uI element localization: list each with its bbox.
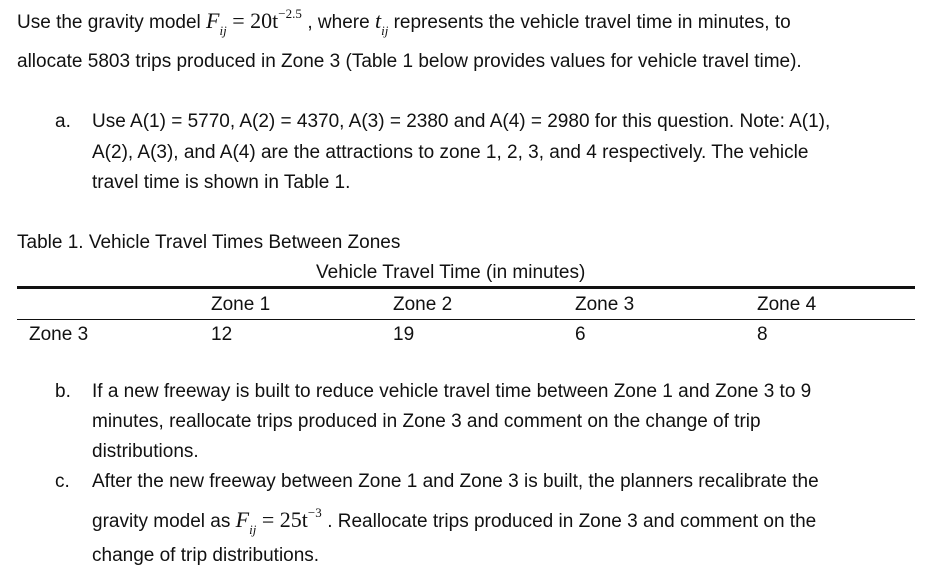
part-a-line-2: A(2), A(3), and A(4) are the attractions to zone 1, 2, 3, and 4 respectively. The vehicle bbox=[92, 142, 809, 163]
intro-pre: Use the gravity model bbox=[17, 12, 201, 33]
gravity-formula: $F_{ij} = 20t^{-2.5}$ bbox=[206, 6, 302, 38]
column-header-zone-2: Zone 2 bbox=[393, 294, 453, 315]
recalibrated-gravity-formula: $F_{ij} = 25t^{-3}$ bbox=[235, 505, 322, 537]
intro-post: represents the vehicle travel time in minutes, to bbox=[393, 12, 791, 33]
part-c-line-2-post: . Reallocate trips produced in Zone 3 and comment on the bbox=[327, 511, 817, 532]
cell-zone3-zone4: 8 bbox=[757, 324, 768, 345]
part-c-line-1: After the new freeway between Zone 1 and Zone 3 is built, the planners recalibrate the bbox=[92, 471, 819, 492]
row-label-zone-3: Zone 3 bbox=[29, 324, 89, 345]
intro-line-2: allocate 5803 trips produced in Zone 3 (Table 1 below provides values for vehicle travel time). bbox=[17, 51, 802, 72]
part-b-line-2: minutes, reallocate trips produced in Zone 3 and comment on the change of trip bbox=[92, 411, 761, 432]
part-b-line-3: distributions. bbox=[92, 441, 199, 462]
column-header-zone-3: Zone 3 bbox=[575, 294, 635, 315]
intro-line-1 bbox=[17, 6, 791, 38]
part-a-line-1: Use A(1) = 5770, A(2) = 4370, A(3) = 2380 and A(4) = 2980 for this question. Note: A(1), bbox=[92, 111, 831, 132]
travel-time-variable: $t_{ij}$ bbox=[374, 8, 389, 38]
cell-zone3-zone2: 19 bbox=[393, 324, 415, 345]
column-header-zone-4: Zone 4 bbox=[757, 294, 817, 315]
cell-zone3-zone1: 12 bbox=[211, 324, 233, 345]
part-b-line-1: If a new freeway is built to reduce vehicle travel time between Zone 1 and Zone 3 to 9 bbox=[92, 381, 812, 402]
table-group-header: Vehicle Travel Time (in minutes) bbox=[316, 262, 586, 283]
table-top-rule bbox=[17, 286, 915, 289]
cell-zone3-zone3: 6 bbox=[575, 324, 586, 345]
part-c-line-3: change of trip distributions. bbox=[92, 545, 320, 566]
table-caption: Table 1. Vehicle Travel Times Between Zones bbox=[17, 232, 401, 253]
part-c-line-2 bbox=[92, 505, 817, 537]
part-c-marker: c. bbox=[55, 471, 70, 492]
part-b-marker: b. bbox=[55, 381, 71, 402]
column-header-zone-1: Zone 1 bbox=[211, 294, 271, 315]
table-header-rule bbox=[17, 319, 915, 320]
part-a-marker: a. bbox=[55, 111, 71, 132]
intro-mid: , where bbox=[307, 12, 370, 33]
part-a-line-3: travel time is shown in Table 1. bbox=[92, 172, 351, 193]
part-c-line-2-pre: gravity model as bbox=[92, 511, 231, 532]
